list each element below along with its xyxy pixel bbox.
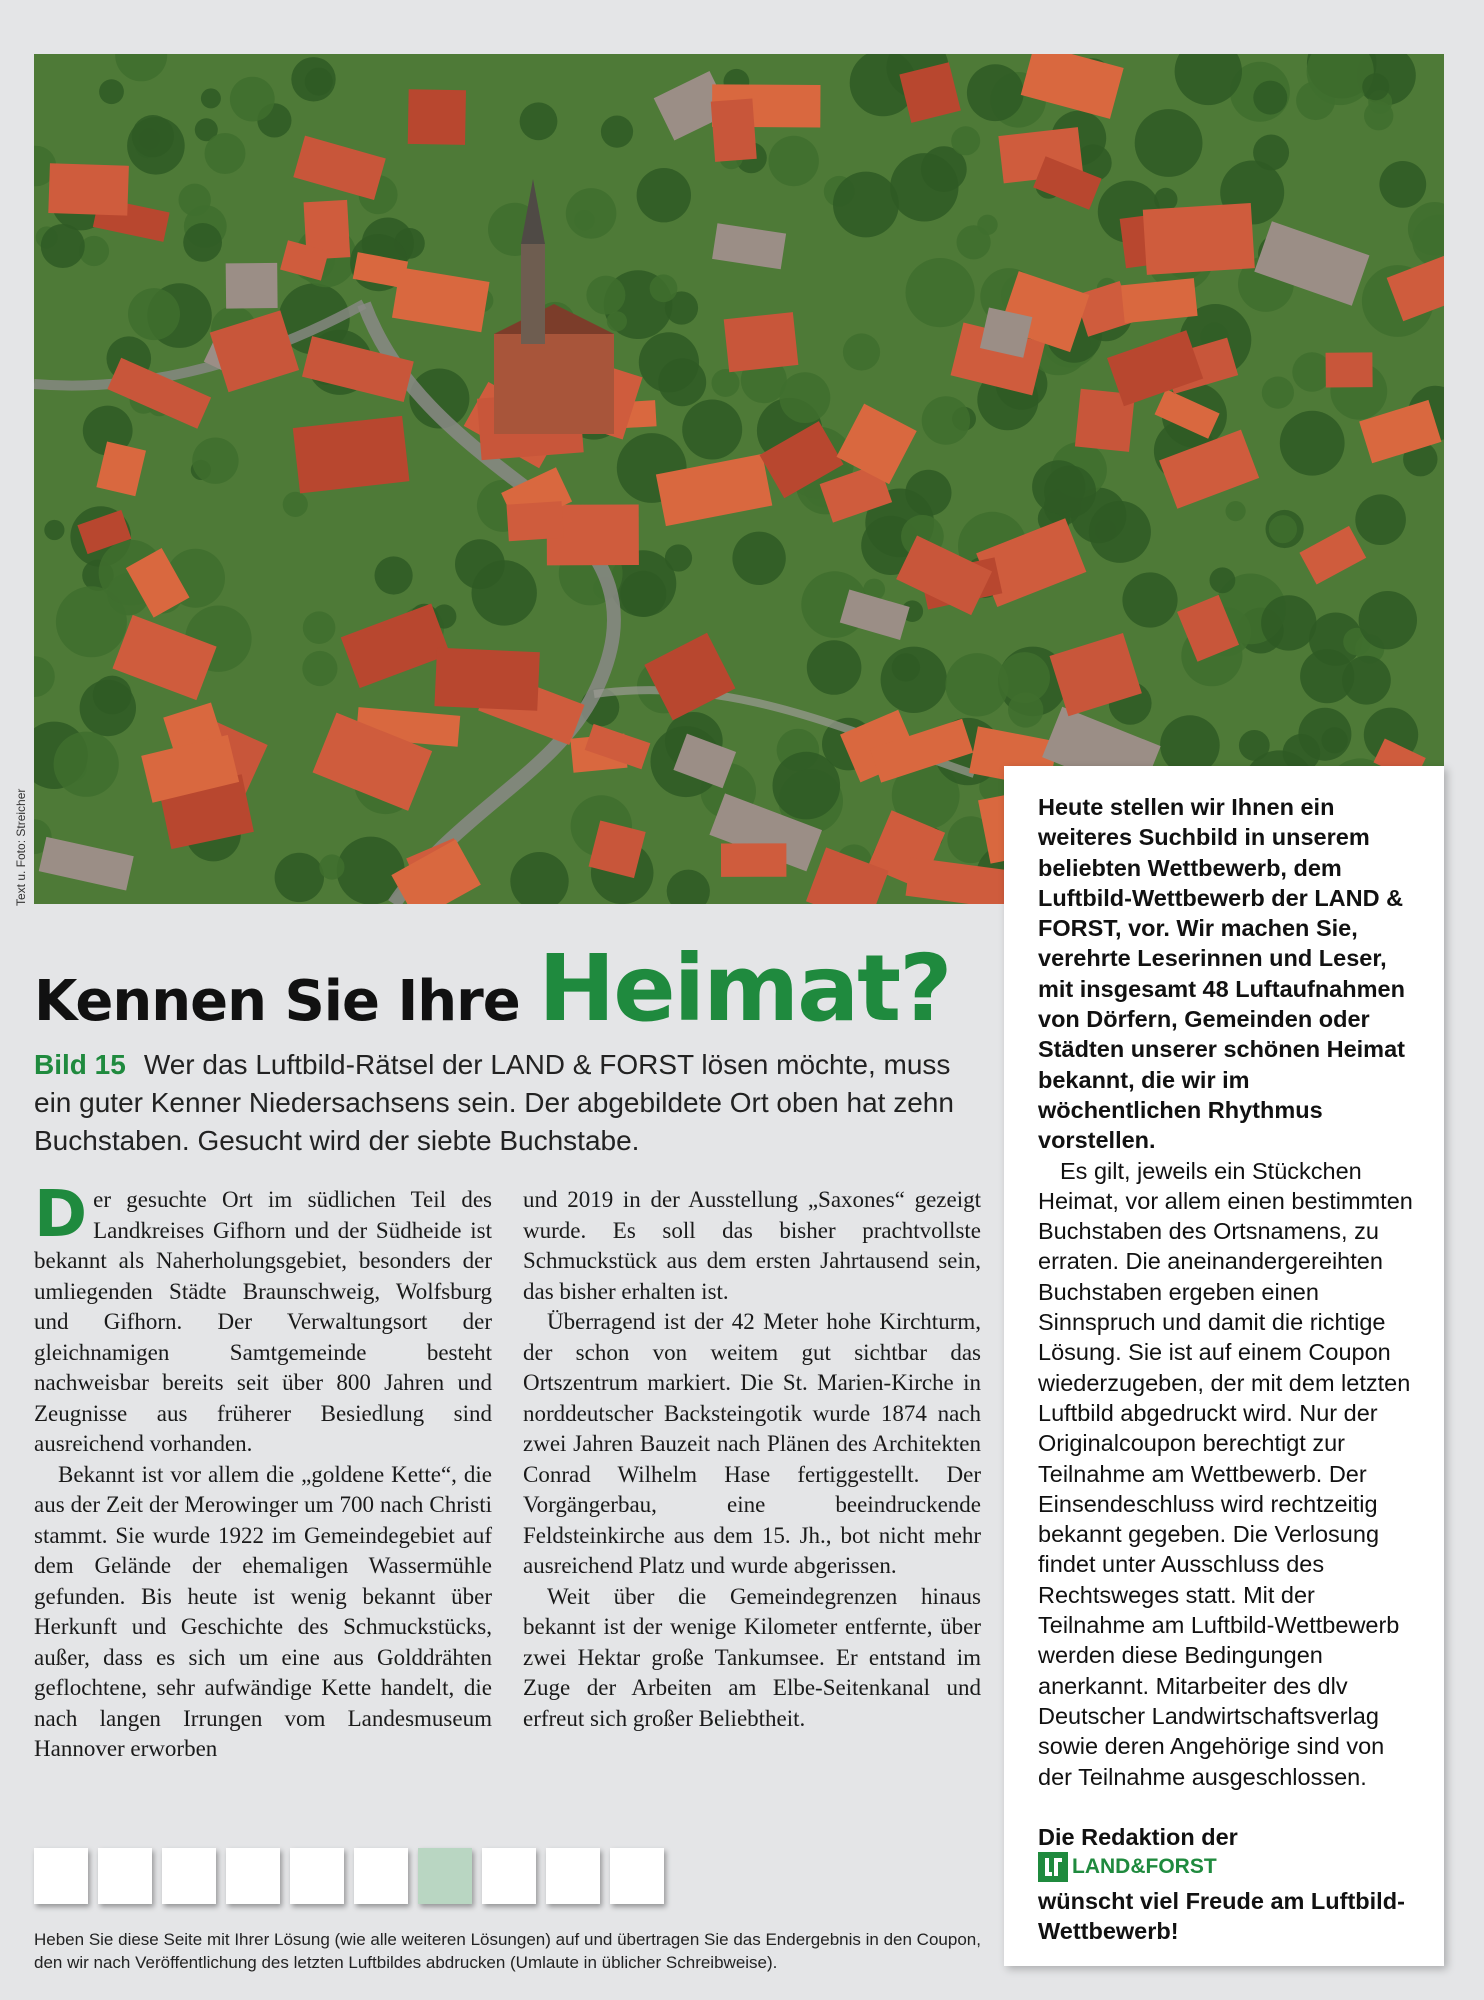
tree [99,79,124,104]
tree [54,732,119,797]
letter-box[interactable] [610,1848,664,1904]
letter-box-highlighted[interactable] [418,1848,472,1904]
tree [951,126,980,155]
tree [472,560,537,625]
contest-lead: Heute stellen wir Ihnen ein weiteres Suchbild in unserem beliebten Wettbewerb, dem Luftbild-Wettbewerb der LAND & FORST, vor. Wir machen Sie, verehrte Leserinnen und Leser, mit insgesamt 48 Luftaufnahmen von Dörfern, Gemeinden oder Städten unserer schönen Heimat bekannt, die wir im wöchentlichen Rhythmus vorstellen. [1038,794,1405,1154]
tree [1262,377,1294,409]
tree [807,640,862,695]
tree [303,611,336,644]
tree [1269,515,1297,543]
picture-number: Bild 15 [34,1049,126,1080]
headline-highlight: Heimat? [538,935,951,1042]
tree [906,258,975,327]
tree [1379,161,1426,208]
intro-text [34,1046,994,1160]
tree [1261,595,1316,650]
tree [44,520,64,540]
house-roof [408,89,466,145]
article-column-2 [523,1185,981,1734]
tree [769,136,819,186]
tree [183,223,222,262]
house-roof [1326,352,1373,387]
tree [574,210,594,230]
tree [712,369,740,397]
tree [132,115,174,157]
solution-letter-boxes [34,1848,664,1904]
photo-credit: Text u. Foto: Streicher [14,788,28,906]
tree [650,274,678,302]
tree [283,492,308,517]
letter-box[interactable] [34,1848,88,1904]
headline [34,935,951,1042]
land-forst-logo: LAND&FORST [1038,1852,1217,1882]
tree [1122,572,1177,627]
house-roof [226,263,278,309]
letter-box[interactable] [162,1848,216,1904]
tree [302,651,337,686]
letter-box[interactable] [354,1848,408,1904]
tree [1032,460,1085,513]
tree [1226,501,1246,521]
house-roof [48,163,129,215]
tree [1239,730,1270,761]
article-paragraph: Der gesuchte Ort im südlichen Teil des Landkreises Gifhorn und der Südheide ist bekannt als Naherholungsgebiet, besonders der umliegenden Städte Braunschweig, Wolfsburg und Gifhorn. Der Verwaltungsort der gleichnamigen Samtgemeinde besteht nachweisbar bereits seit über 800 Jahren und Zeugnisse aus früherer Besiedlung sind ausreichend vorhanden. [34,1178,492,1456]
tree [892,653,920,681]
solution-instructions: Heben Sie diese Seite mit Ihrer Lösung (wie alle weiteren Lösungen) auf und übertragen Sie das Endergebnis in den Coupon, den wir nach Veröffentlichung des letzten Luftbildes abdrucken (Umlaute in üblicher Schreibweise). [34,1930,981,1972]
intro-body: Wer das Luftbild-Rätsel der LAND & FORST lösen möchte, muss ein guter Kenner Niedersachsens sein. Der abgebildete Ort oben hat zehn Buchstaben. Gesucht wird der siebte Buchstabe. [34,1049,954,1156]
contest-rules: Es gilt, jeweils ein Stückchen Heimat, vor allem einen bestimmten Buchstaben des Ortsnamens, zu erraten. Die aneinandergereihten Buchstaben ergeben einen Sinnspruch und damit die richtige Lösung. Sie ist auf einem Coupon wiederzugeben, der mit dem letzten Luftbild abgedruckt wird. Nur der Originalcoupon berechtigt zur Teilnahme am Wettbewerb. Der Einsendeschluss wird rechtzeitig bekannt gegeben. Die Verlosung findet unter Ausschluss des Rechtsweges statt. Mit der Teilnahme am Luftbild-Wettbewerb werden diese Bedingungen anerkannt. Mitarbeiter des dlv Deutscher Landwirtschaftsverlag sowie deren Angehörige sind von der Teilnahme ausgeschlossen. [1038,1157,1413,1790]
headline-prefix: Kennen Sie Ihre [34,969,539,1034]
tree [780,372,831,423]
tree [1359,591,1417,649]
house-roof [721,843,786,877]
letter-box[interactable] [290,1848,344,1904]
article-paragraph: Bekannt ist vor allem die „goldene Kette“, die aus der Zeit der Merowinger um 700 nach Christi stammt. Sie wurde 1922 im Gemeindegebiet auf dem Gelände der ehemaligen Wassermühle gefunden. Bis heute ist wenig bekannt über Herkunft und Geschichte des Schmuckstücks, außer, dass es sich um eine aus Golddrähten geflochtene, sehr aufwändige Kette handelt, die nach langen Irrungen vom Landesmuseum Hannover erworben [34,1461,492,1761]
tree [319,854,344,879]
tree [520,102,558,140]
tree [843,333,880,370]
tree [639,332,699,392]
article-paragraph: Überragend ist der 42 Meter hohe Kirchturm, der schon von weitem gut sichtbar das Ortszentrum markiert. Die St. Marien-Kirche in norddeutscher Backsteingotik wurde 1874 nach zwei Jahren Bauzeit nach Plänen des Architekten Conrad Wilhelm Hase fertiggestellt. Der Vorgängerbau, eine beeindruckende Feldsteinkirche aus dem 15. Jh., bot nicht mehr ausreichend Platz und wurde abgerissen. [523,1309,981,1578]
tree [977,215,997,235]
letter-box[interactable] [482,1848,536,1904]
tree [732,532,785,585]
tree [682,400,742,460]
tree [128,288,180,340]
house-roof [434,648,539,711]
tree [586,276,625,315]
tree [637,168,691,222]
tree [1135,109,1203,177]
tree [833,172,899,238]
article-paragraph: Weit über die Gemeindegrenzen hinaus bekannt ist der wenige Kilometer entfernte, über zwei Hektar große Tankumsee. Er entstand im Zuge der Arbeiten am Elbe-Seitenkanal und erfreut sich großer Beliebtheit. [523,1583,981,1731]
tree [967,64,1024,121]
tree [945,653,1008,716]
house-roof [293,416,410,494]
tree [1008,692,1043,727]
tree [41,224,85,268]
editorial-signoff: Die Redaktion der LAND&FORST wünscht viel Freude am Luftbild-Wettbewerb! [1038,1823,1405,1944]
letter-box[interactable] [226,1848,280,1904]
letter-box[interactable] [546,1848,600,1904]
contest-info-box [1004,766,1444,1966]
tree [179,184,211,216]
house-roof [711,99,757,162]
tree [773,752,841,820]
tree [607,311,627,331]
tree [192,438,238,484]
article-column-1 [34,1178,492,1765]
tree [93,676,132,715]
tree [201,88,221,108]
drop-cap: D [34,1178,88,1252]
tree [922,396,970,444]
tree [1362,73,1389,100]
house-roof [506,501,563,541]
tree [601,116,633,148]
tree [890,153,958,221]
tree [1210,567,1236,593]
house-roof [1143,203,1255,275]
tree [230,77,275,122]
tree [305,68,333,96]
land-forst-logo-icon [1038,1852,1068,1882]
tree [1280,411,1345,476]
tree [1364,101,1393,130]
tree [1253,81,1287,115]
letter-box[interactable] [98,1848,152,1904]
tree [1300,649,1354,703]
house-roof [1121,278,1198,323]
article-paragraph: und 2019 in der Ausstellung „Saxones“ gezeigt wurde. Es soll das bisher prachtvollste Schmuckstück aus dem ersten Jahrtausend sein, das bisher erhalten ist. [523,1187,981,1304]
tree [375,556,413,594]
house-roof [724,312,799,372]
tree [205,133,246,174]
tree [275,853,324,902]
tree [1089,501,1151,563]
tree [1355,494,1406,545]
